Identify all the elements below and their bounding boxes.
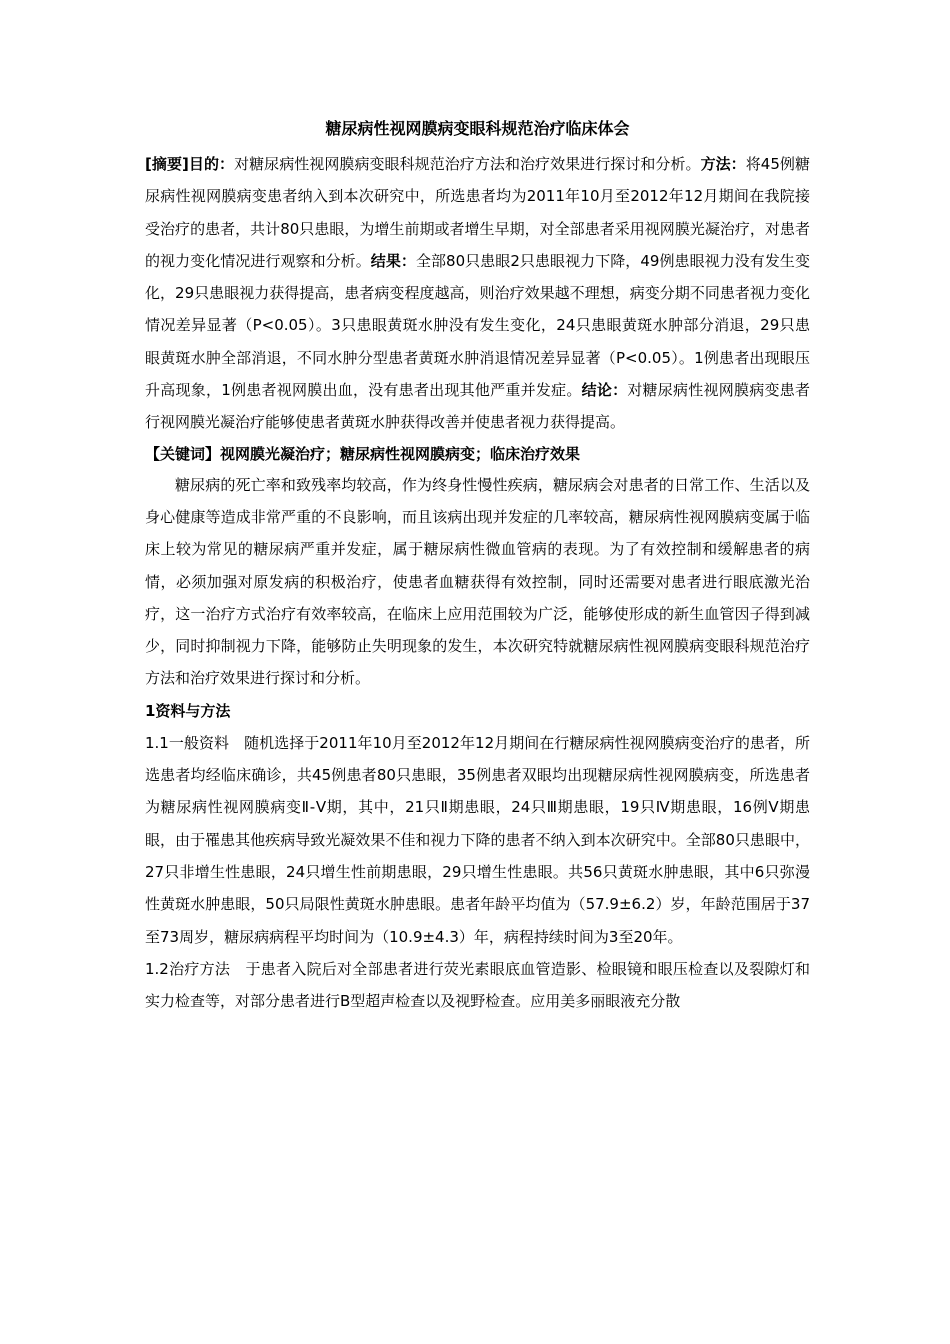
objective-label: 目的： <box>188 155 235 173</box>
treatment-method-text: 于患者入院后对全部患者进行荧光素眼底血管造影、检眼镜和眼压检查以及裂隙灯和实力检查等，对部分患者进行B型超声检查以及视野检查。应用美多丽眼液充分散 <box>145 959 810 1011</box>
results-label: 结果： <box>370 251 416 270</box>
treatment-method-label: 1.2治疗方法 <box>145 959 231 978</box>
treatment-method-paragraph <box>145 953 810 1018</box>
general-data-label: 1.1一般资料 <box>145 733 230 752</box>
conclusion-text: 对糖尿病性视网膜病变患者行视网膜光凝治疗能够使患者黄斑水肿获得改善并使患者视力获得提高。 <box>145 381 810 432</box>
general-data-text: 随机选择于2011年10月至2012年12月期间在行糖尿病性视网膜病变治疗的患者，所选患者均经临床确诊，共45例患者80只患眼，35例患者双眼均出现糖尿病性视网膜病变，所选患者为糖尿病性视网膜病变Ⅱ-Ⅴ期，其中，21只Ⅱ期患眼，24只Ⅲ期患眼，19只Ⅳ期患眼，16例Ⅴ期患眼，由于罹患其他疾病导致光凝效果不佳和视力下降的患者不纳入到本次研究中。全部80只患眼中，27只非增生性患眼，24只增生性前期患眼，29只增生性患眼。共56只黄斑水肿患眼，其中6只弥漫性黄斑水肿患眼，50只局限性黄斑水肿患眼。患者年龄平均值为（57.9±6.2）岁，年龄范围居于37至73周岁，糖尿病病程平均时间为（10.9±4.3）年，病程持续时间为3至20年。 <box>145 733 810 946</box>
abstract-paragraph <box>145 148 810 439</box>
results-text: 全部80只患眼2只患眼视力下降，49例患眼视力没有发生变化，29只患眼视力获得提高，患者病变程度越高，则治疗效果越不理想，病变分期不同患者视力变化情况差异显著（P<0.05）。3只患眼黄斑水肿没有发生变化，24只患眼黄斑水肿部分消退，29只患眼黄斑水肿全部消退，不同水肿分型患者黄斑水肿消退情况差异显著（P<0.05）。1例患者出现眼压升高现象，1例患者视网膜出血，没有患者出现其他严重并发症。 <box>145 251 810 400</box>
section-heading: 1资料与方法 <box>145 701 231 720</box>
methods-label: 方法： <box>700 155 746 173</box>
abstract-label: [摘要] <box>145 155 189 173</box>
conclusion-label: 结论： <box>581 381 628 400</box>
methods-text: 将45例糖尿病性视网膜病变患者纳入到本次研究中，所选患者均为2011年10月至2012年12月期间在我院接受治疗的患者，共计80只患眼，为增生前期或者增生早期，对全部患者采用视网膜光凝治疗，对患者的视力变化情况进行观察和分析。 <box>145 155 810 270</box>
objective-text: 对糖尿病性视网膜病变眼科规范治疗方法和治疗效果进行探讨和分析。 <box>234 155 701 173</box>
general-data-paragraph <box>145 727 810 953</box>
keywords-line: 【关键词】视网膜光凝治疗；糖尿病性视网膜病变；临床治疗效果 <box>145 444 581 463</box>
intro-paragraph: 糖尿病的死亡率和致残率均较高，作为终身性慢性疾病，糖尿病会对患者的日常工作、生活以及身心健康等造成非常严重的不良影响，而且该病出现并发症的几率较高，糖尿病性视网膜病变属于临床上较为常见的糖尿病严重并发症，属于糖尿病性微血管病的表现。为了有效控制和缓解患者的病情，必须加强对原发病的积极治疗，使患者血糖获得有效控制，同时还需要对患者进行眼底激光治疗，这一治疗方式治疗有效率较高，在临床上应用范围较为广泛，能够使形成的新生血管因子得到减少，同时抑制视力下降，能够防止失明现象的发生，本次研究特就糖尿病性视网膜病变眼科规范治疗方法和治疗效果进行探讨和分析。 <box>145 475 810 688</box>
paper-title: 糖尿病性视网膜病变眼科规范治疗临床体会 <box>325 119 630 138</box>
document-page <box>145 118 810 1017</box>
